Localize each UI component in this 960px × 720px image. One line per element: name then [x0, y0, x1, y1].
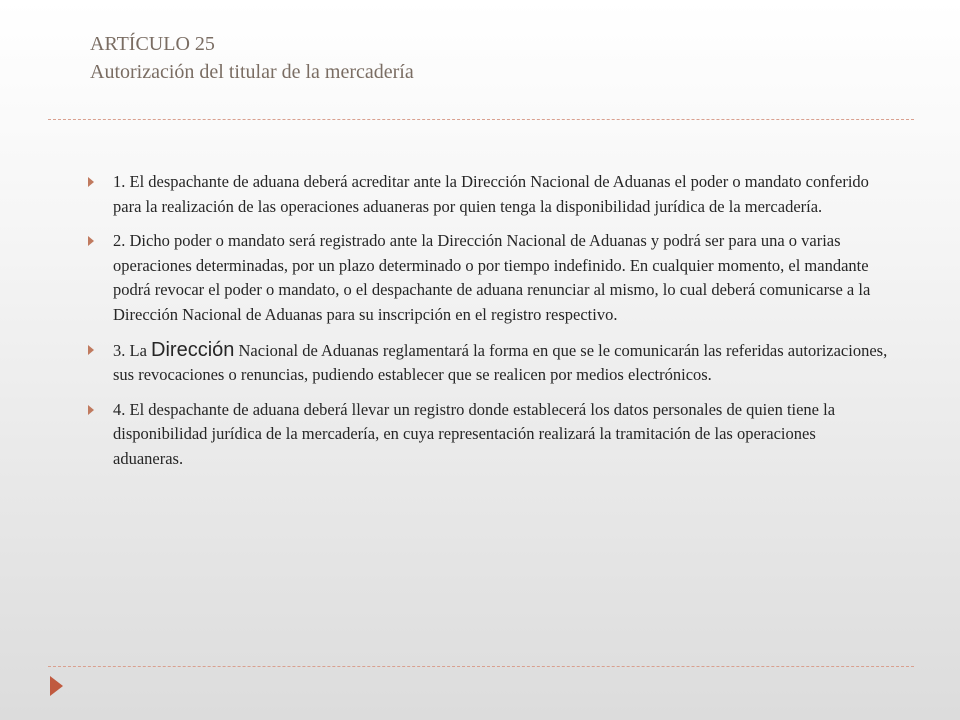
list-item-text-suffix: Nacional de Aduanas reglamentará la forma en que se le comunicarán las referidas autorizaciones, sus revocaciones o renuncias, pudiendo establecer que se realicen por medios electrónicos.: [113, 340, 888, 385]
top-divider: [48, 119, 914, 120]
list-item-text-prefix: 3. La: [113, 340, 152, 360]
list-item-text: 2. Dicho poder o mandato será registrado ante la Dirección Nacional de Aduanas y podrá ser para una o varias operaciones determinadas, por un plazo determinado o por tiempo indefinido. En cualquier momento, el mandante podrá revocar el poder o mandato, o el despachante de aduana renunciar al mismo, lo cual deberá comunicarse a la Dirección Nacional de Aduanas para su inscripción en el registro respectivo.: [113, 231, 871, 324]
slide-title: ARTÍCULO 25: [90, 33, 215, 55]
next-arrow-icon[interactable]: [50, 676, 63, 696]
list-item-text: 4. El despachante de aduana deberá llevar un registro donde establecerá los datos personales de quien tiene la disponibilidad jurídica de la mercadería, en cuya representación realizará la tramitación de las operaciones aduaneras.: [113, 399, 836, 468]
list-item-text: [113, 338, 888, 388]
bullet-icon: [88, 405, 94, 415]
bullet-icon: [88, 345, 94, 355]
slide-header: [90, 30, 910, 86]
list-item-3: [88, 338, 888, 388]
list-item-1: [88, 170, 888, 219]
bullet-icon: [88, 236, 94, 246]
list-item-4: [88, 398, 888, 472]
bullet-icon: [88, 177, 94, 187]
bottom-divider: [48, 666, 914, 667]
article-body: [88, 170, 888, 482]
slide-subtitle: Autorización del titular de la mercadería: [90, 61, 414, 83]
list-item-text-emphasis: Dirección: [151, 338, 235, 361]
list-item-text: 1. El despachante de aduana deberá acreditar ante la Dirección Nacional de Aduanas el poder o mandato conferido para la realización de las operaciones aduaneras por quien tenga la disponibilidad jurídica de la mercadería.: [113, 172, 869, 216]
list-item-2: [88, 229, 888, 327]
